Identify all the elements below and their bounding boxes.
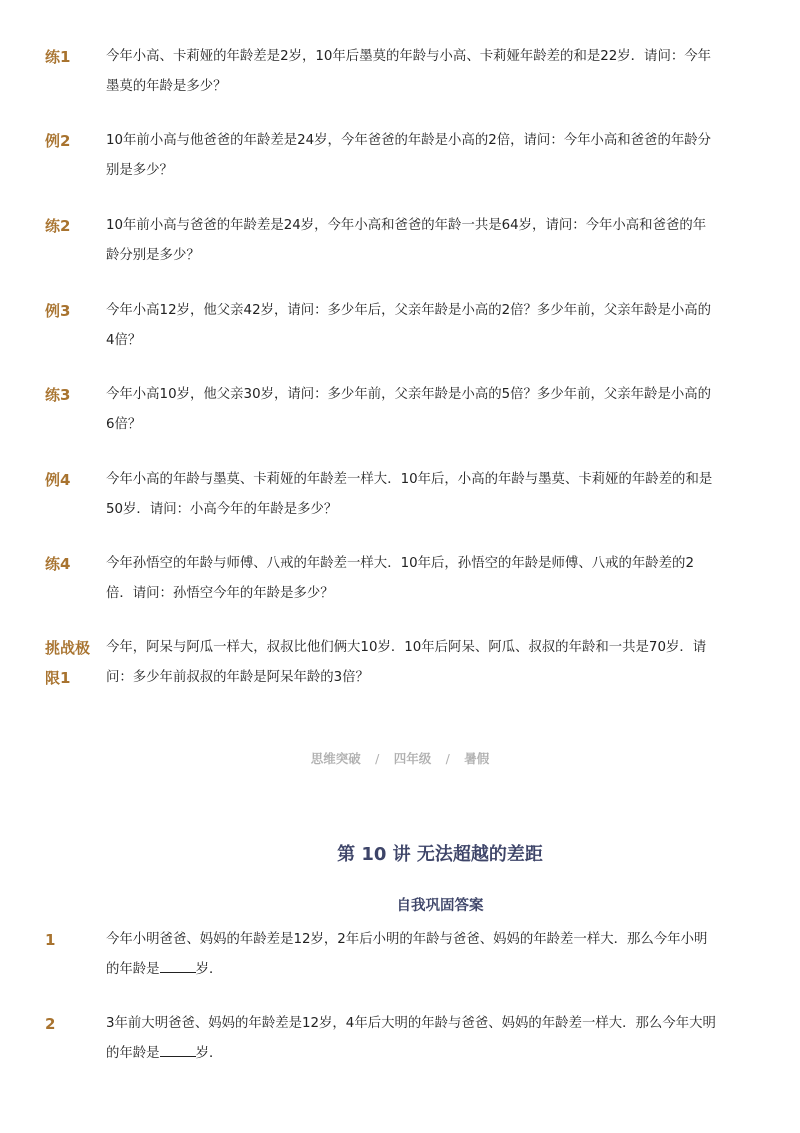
answer-blank [160, 958, 196, 973]
problem-text: 10年前小高与爸爸的年龄差是24岁，今年小高和爸爸的年龄一共是64岁，请问：今年小高和爸爸的年龄分别是多少？ [106, 218, 707, 263]
problem-label: 例4 [45, 471, 71, 489]
answer-number: 1 [45, 931, 56, 949]
problem-label: 练4 [45, 555, 71, 573]
problem-text: 今年小高、卡莉娅的年龄差是2岁，10年后墨莫的年龄与小高、卡莉娅年龄差的和是22岁．请问：今年墨莫的年龄是多少？ [106, 49, 712, 94]
problem-text: 10年前小高与他爸爸的年龄差是24岁，今年爸爸的年龄是小高的2倍，请问：今年小高和爸爸的年龄分别是多少？ [106, 133, 712, 178]
problem-label: 例3 [45, 302, 71, 320]
footer-separator: / [375, 751, 380, 766]
problem-label: 挑战极限1 [45, 639, 91, 687]
problem-label: 例2 [45, 132, 71, 150]
answer-text-before: 今年小明爸爸、妈妈的年龄差是12岁，2年后小明的年龄与爸爸、妈妈的年龄差一样大．那么今年小明的年龄是 [106, 932, 708, 977]
lesson-title: 第 10 讲 无法超越的差距 [337, 844, 543, 865]
problem-text: 今年孙悟空的年龄与师傅、八戒的年龄差一样大．10年后，孙悟空的年龄是师傅、八戒的年龄差的2倍．请问：孙悟空今年的年龄是多少？ [106, 556, 694, 601]
problem-text: 今年小高的年龄与墨莫、卡莉娅的年龄差一样大．10年后，小高的年龄与墨莫、卡莉娅的年龄差的和是50岁．请问：小高今年的年龄是多少？ [106, 472, 713, 517]
footer-series: 思维突破 [310, 751, 361, 766]
answer-text [106, 1009, 716, 1069]
footer-grade: 四年级 [393, 751, 432, 766]
problem-label: 练2 [45, 217, 71, 235]
answer-text-before: 3年前大明爸爸、妈妈的年龄差是12岁，4年后大明的年龄与爸爸、妈妈的年龄差一样大．那么今年大明的年龄是 [106, 1016, 716, 1061]
footer-term: 暑假 [464, 751, 490, 766]
page-footer [0, 749, 800, 769]
problem-label: 练3 [45, 386, 71, 404]
problem-text: 今年，阿呆与阿瓜一样大，叔叔比他们俩大10岁．10年后阿呆、阿瓜、叔叔的年龄和一共是70岁．请问：多少年前叔叔的年龄是阿呆年龄的3倍？ [106, 640, 707, 685]
problem-text: 今年小高12岁，他父亲42岁，请问：多少年后，父亲年龄是小高的2倍？多少年前，父亲年龄是小高的4倍？ [106, 303, 712, 348]
answer-number: 2 [45, 1015, 56, 1033]
answer-text [106, 925, 716, 985]
answer-blank [160, 1042, 196, 1057]
problem-text: 今年小高10岁，他父亲30岁，请问：多少年前，父亲年龄是小高的5倍？多少年前，父亲年龄是小高的6倍？ [106, 387, 712, 432]
answer-text-after: 岁． [195, 962, 223, 977]
problem-label: 练1 [45, 48, 71, 66]
answer-text-after: 岁． [195, 1046, 223, 1061]
footer-separator: / [445, 751, 450, 766]
answer-section-title: 自我巩固答案 [396, 898, 484, 914]
